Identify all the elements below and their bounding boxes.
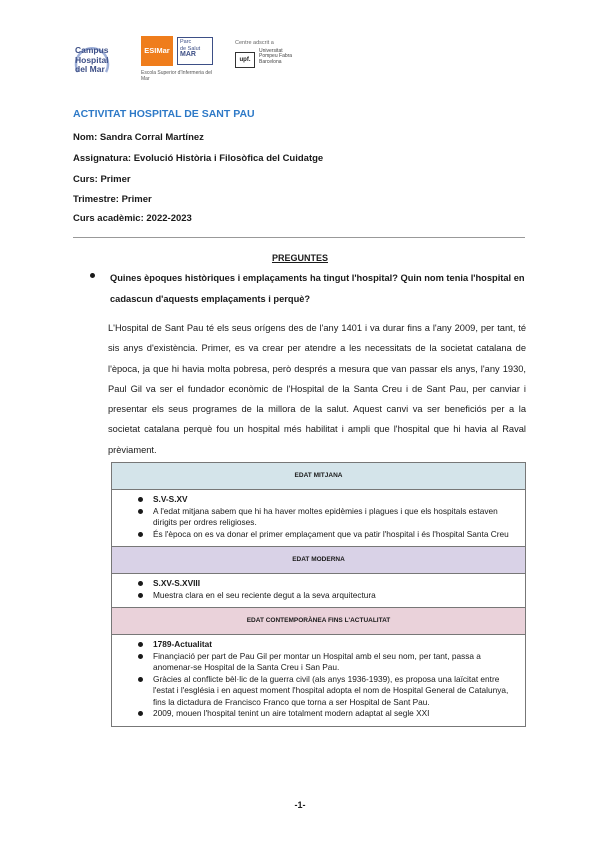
list-item-text: S.V-S.XV bbox=[153, 494, 188, 504]
upf-mark: upf. bbox=[235, 52, 255, 68]
bullet-icon bbox=[138, 581, 143, 586]
section-body-edat-contemporania bbox=[112, 635, 525, 726]
meta-assignatura: Assignatura: Evolució Història i Filosòfica del Cuidatge bbox=[73, 153, 324, 164]
upf-logo bbox=[235, 40, 305, 68]
meta-curs-academic: Curs acadèmic: 2022-2023 bbox=[73, 213, 192, 224]
esimar-mark: ESIMar bbox=[141, 36, 173, 66]
periods-table bbox=[111, 462, 526, 727]
upf-name: Universitat Pompeu Fabra Barcelona bbox=[259, 47, 293, 65]
bullet-icon bbox=[138, 654, 143, 659]
list-item bbox=[136, 529, 517, 541]
list-item-text: Gràcies al conflicte bèl·lic de la guerra civil (als anys 1936-1939), es proposa una laïcitat entre l'estat i l'església i en aquest moment l'hospital adopta el nom de Hospital General de Catalunya, fins la dictadura de Francisco Franco que torna a ser Hospital de Sant Pau. bbox=[153, 673, 509, 707]
section-heading-edat-moderna: EDAT MODERNA bbox=[112, 547, 525, 574]
esimar-logo bbox=[141, 36, 213, 94]
list-item-text: 2009, mouen l'hospital tenint un aire totalment modern adaptat al segle XXI bbox=[153, 708, 430, 718]
bullet-icon bbox=[138, 497, 143, 502]
list-item-text: S.XV-S.XVIII bbox=[153, 578, 201, 588]
bullet-icon bbox=[138, 677, 143, 682]
list-item-text: 1789-Actualitat bbox=[153, 639, 213, 649]
answer-paragraph: L'Hospital de Sant Pau té els seus orígens des de l'any 1401 i va durar fins a l'any 2009, per tant, té sis anys d'existència. Primer, es va crear per atendre a les necessitats de la societat catalana de l'època, ja que hi havia molta pobresa, però després a mesura que van passar els anys, l'any 1930, Paul Gil va ser el fundador econòmic de l'Hospital de la Santa Creu i de Sant Pau, per canviar i presentar els seus programes de la millora de la salut. Aquest canvi va ser beneficiós per a la societat catalana perquè fou un hospital més habilitat i ampli que l'hospital que hi havia al Raval prèviament. bbox=[108, 323, 526, 455]
bullet-icon bbox=[138, 509, 143, 514]
list-item bbox=[136, 506, 517, 529]
horizontal-divider bbox=[73, 237, 525, 238]
meta-nom: Nom: Sandra Corral Martínez bbox=[73, 132, 204, 143]
list-item bbox=[136, 674, 517, 709]
list-item bbox=[136, 651, 517, 674]
list-item bbox=[136, 590, 517, 602]
document-title: ACTIVITAT HOSPITAL DE SANT PAU bbox=[73, 108, 255, 120]
park-line-2: de Salut bbox=[180, 45, 201, 52]
campus-logo-text: Campus Hospital del Mar bbox=[75, 45, 109, 74]
bullet-icon bbox=[138, 711, 143, 716]
bullet-icon bbox=[138, 593, 143, 598]
park-line-1: Parc bbox=[180, 39, 192, 45]
preguntes-heading: PREGUNTES bbox=[271, 253, 328, 263]
meta-trimestre: Trimestre: Primer bbox=[73, 194, 152, 205]
meta-curs: Curs: Primer bbox=[73, 174, 131, 185]
section-heading-edat-mitjana: EDAT MITJANA bbox=[112, 463, 525, 490]
list-item bbox=[136, 708, 517, 720]
bullet-icon bbox=[90, 273, 95, 278]
section-body-edat-mitjana bbox=[112, 490, 525, 547]
bullet-icon bbox=[138, 642, 143, 647]
list-item bbox=[136, 578, 517, 590]
esimar-subtitle: Escola Superior d'Infermeria del Mar bbox=[141, 70, 212, 82]
section-body-edat-moderna bbox=[112, 574, 525, 608]
list-item-text: És l'època on es va donar el primer emplaçament que va patir l'hospital i és l'hospital Santa Creu bbox=[153, 528, 509, 539]
list-item bbox=[136, 494, 517, 506]
question-text: Quines èpoques històriques i emplaçaments ha tingut l'hospital? Quin nom tenia l'hospital en cadascun d'aquests emplaçaments i perquè? bbox=[110, 273, 525, 304]
section-heading-edat-contemporania: EDAT CONTEMPORÀNEA FINS L'ACTUALITAT bbox=[112, 608, 525, 635]
list-item bbox=[136, 639, 517, 651]
upf-adscrit-label: Centre adscrit a bbox=[235, 40, 274, 46]
list-item-text: Finançiació per part de Pau Gil per montar un Hospital amb el seu nom, per tant, passa a anomenar-se Hospital de la Santa Creu i San Pau. bbox=[153, 650, 481, 672]
page-number: -1- bbox=[294, 800, 306, 810]
park-line-3: MAR bbox=[180, 51, 196, 58]
list-item-text: A l'edat mitjana sabem que hi ha haver moltes epidèmies i plagues i que els hospitals estaven dirigits per ordres religioses. bbox=[153, 505, 498, 527]
list-item-text: Muestra clara en el seu reciente degut a la seva arquitectura bbox=[153, 589, 376, 600]
bullet-icon bbox=[138, 532, 143, 537]
parc-salut-mar-mark bbox=[177, 37, 213, 65]
